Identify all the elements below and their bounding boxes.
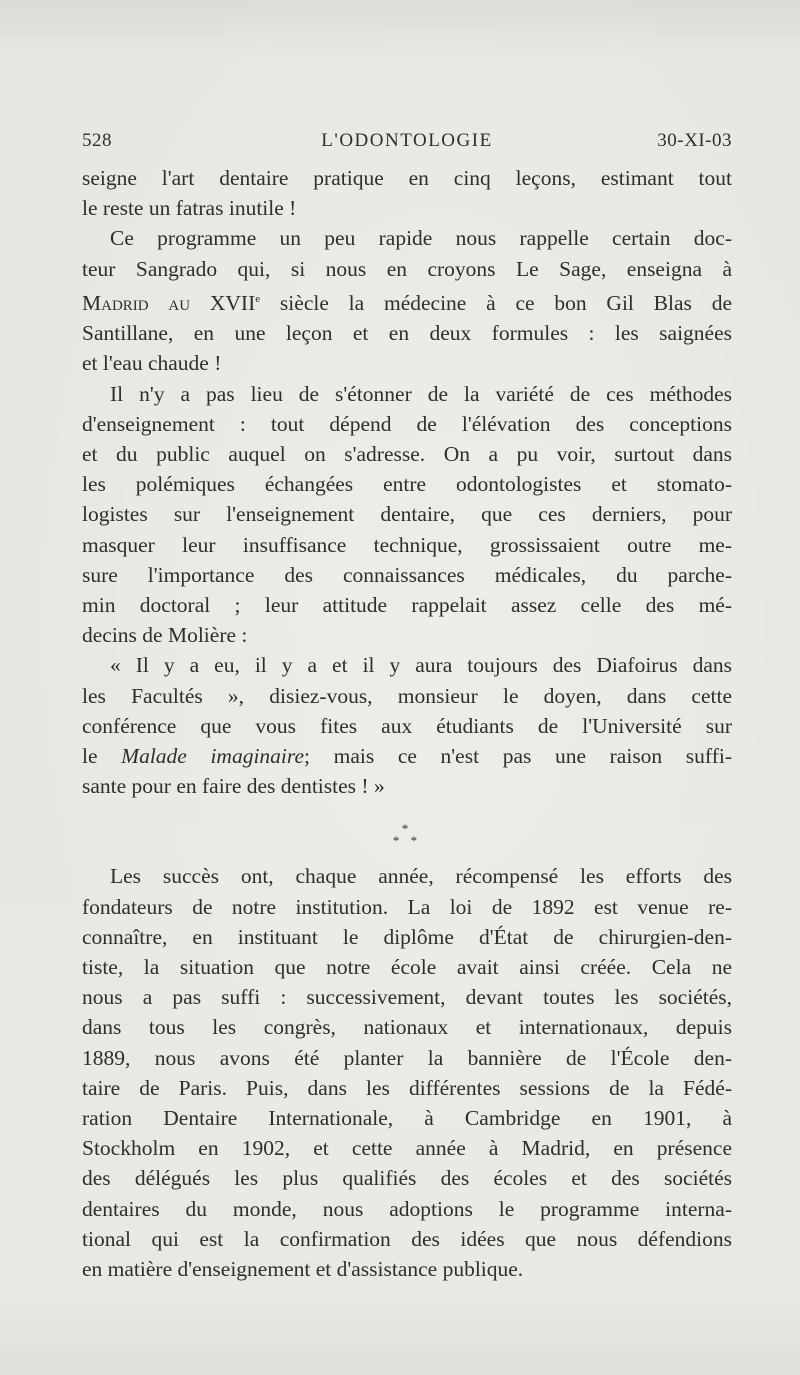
text-line: les polémiques échangées entre odontologistes et stomato- [82, 472, 732, 497]
text-line: dentaires du monde, nous adoptions le programme interna- [82, 1196, 732, 1221]
text-line: sure l'importance des connaissances médicales, du parche- [82, 562, 732, 587]
text-line: seigne l'art dentaire pratique en cinq leçons, estimant tout [82, 166, 732, 190]
text-line: d'enseignement : tout dépend de l'élévation des conceptions [82, 411, 732, 436]
asterism-bottom: * * [392, 833, 422, 849]
text-line: nous a pas suffi : successivement, devant toutes les sociétés, [82, 985, 732, 1010]
text-fragment: siècle la médecine à ce bon Gil Blas de [260, 290, 732, 315]
text-fragment: ; mais ce n'est pas une raison suffi- [304, 744, 732, 769]
text-line: tional qui est la confirmation des idées que nous défendions [82, 1226, 732, 1251]
issue-date: 30-XI-03 [657, 130, 732, 151]
page-number: 528 [82, 130, 112, 151]
asterism-top: * [401, 821, 413, 837]
text-line: min doctoral ; leur attitude rappelait assez celle des mé- [82, 593, 732, 617]
text-line: « Il y a eu, il y a et il y aura toujours des Diafoirus dans [110, 653, 732, 678]
body-text [82, 163, 732, 1284]
title-italic: Malade imaginaire [121, 744, 305, 769]
text-line: 1889, nous avons été planter la bannière de l'École den- [82, 1045, 732, 1070]
text-line: connaître, en instituant le diplôme d'État de chirurgien-den- [82, 924, 732, 949]
text-line [82, 284, 732, 318]
text-line: les Facultés », disiez-vous, monsieur le doyen, dans cette [82, 683, 732, 708]
text-line: conférence que vous fites aux étudiants de l'Université sur [82, 713, 732, 738]
text-line: en matière d'enseignement et d'assistance publique. [82, 1257, 524, 1282]
text-line: Il n'y a pas lieu de s'étonner de la variété de ces méthodes [110, 381, 732, 406]
text-line: fondateurs de notre institution. La loi de 1892 est venue re- [82, 894, 732, 919]
text-line: ration Dentaire Internationale, à Cambridge en 1901, à [82, 1106, 732, 1131]
running-title: L'ODONTOLOGIE [321, 130, 493, 151]
asterism [82, 823, 732, 847]
text-line: teur Sangrado qui, si nous en croyons Le Sage, enseigna à [82, 256, 732, 281]
text-line: Stockholm en 1902, et cette année à Madrid, en présence [82, 1136, 732, 1161]
text-line: taire de Paris. Puis, dans les différentes sessions de la Fédé- [82, 1075, 732, 1100]
text-line: et l'eau chaude ! [82, 351, 222, 376]
text-fragment: Madrid au XVII [82, 290, 256, 315]
text-line: Les succès ont, chaque année, récompensé les efforts des [110, 864, 732, 889]
text-line: dans tous les congrès, nationaux et internationaux, depuis [82, 1015, 732, 1040]
century-superscript: e [255, 292, 261, 305]
text-line: sante pour en faire des dentistes ! » [82, 774, 385, 799]
text-line: Santillane, en une leçon et en deux formules : les saignées [82, 321, 732, 346]
text-line: masquer leur insuffisance technique, grossissaient outre me- [82, 532, 732, 557]
text-line: tiste, la situation que notre école avait ainsi créée. Cela ne [82, 955, 732, 980]
text-line: le reste un fatras inutile ! [82, 196, 297, 221]
text-line: decins de Molière : [82, 623, 248, 648]
text-fragment: le [82, 744, 122, 769]
text-line: Ce programme un peu rapide nous rappelle certain doc- [110, 226, 732, 251]
text-line: logistes sur l'enseignement dentaire, que ces derniers, pour [82, 502, 732, 527]
text-line: des délégués les plus qualifiés des écoles et des sociétés [82, 1166, 732, 1191]
page-header [82, 130, 732, 160]
text-line [82, 741, 732, 771]
text-line: et du public auquel on s'adresse. On a pu voir, surtout dans [82, 441, 732, 466]
